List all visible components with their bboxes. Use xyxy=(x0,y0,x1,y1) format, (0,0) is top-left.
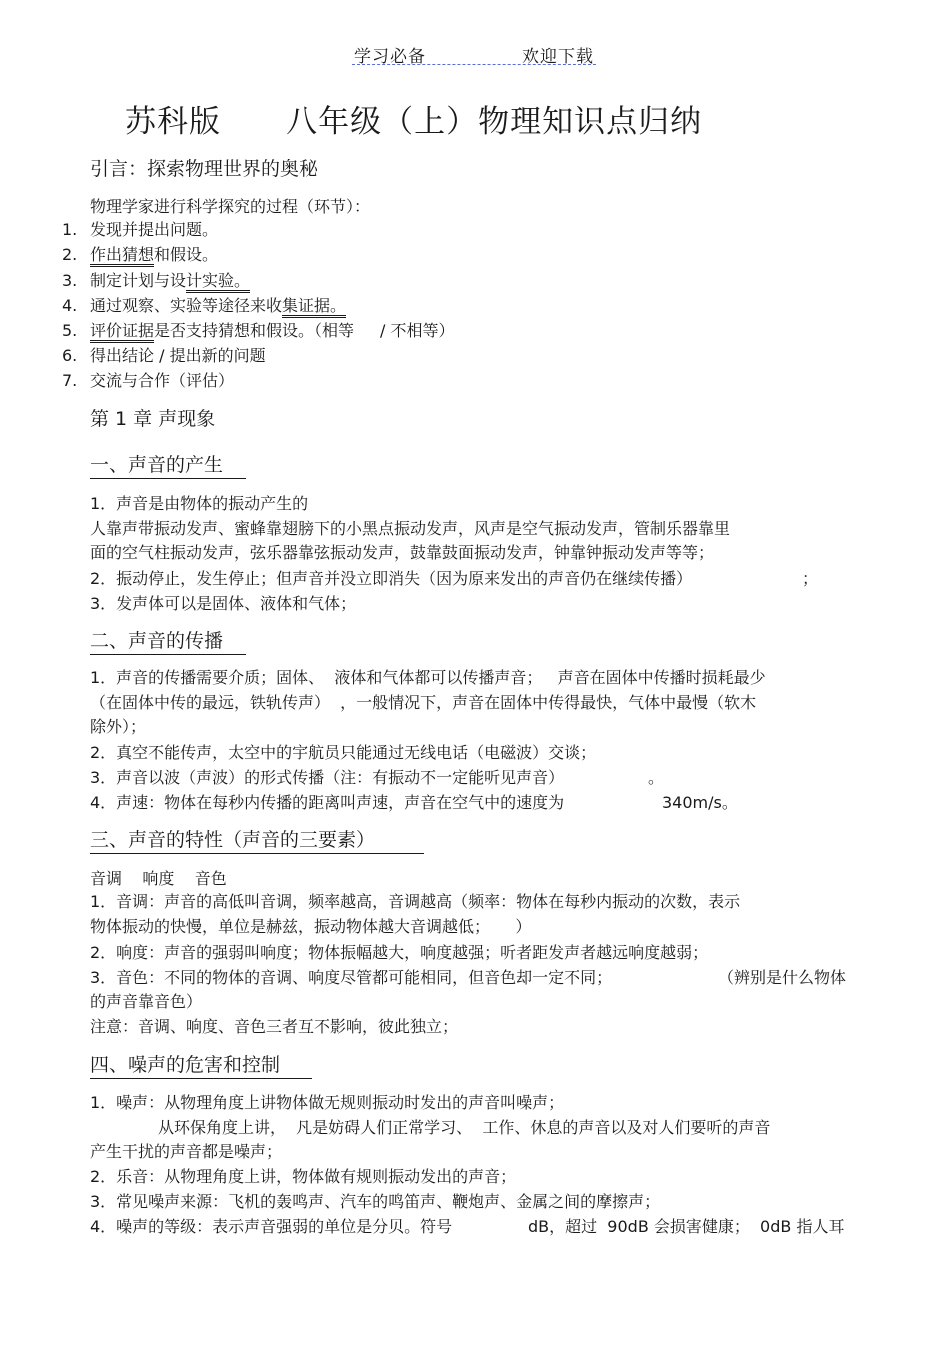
step-text: 交流与合作（评估） xyxy=(90,371,235,390)
section-line: 2．乐音：从物理角度上讲，物体做有规则振动发出的声音； xyxy=(90,1167,517,1186)
section-line: 产生干扰的声音都是噪声； xyxy=(90,1142,283,1161)
section-line: 4．声速：物体在每秒内传播的距离叫声速，声音在空气中的速度为 xyxy=(90,793,565,812)
step-text: 制定计划与设计实验。 xyxy=(90,270,250,292)
step-text: 发现并提出问题。 xyxy=(90,220,219,239)
section-line: 2．响度：声音的强弱叫响度；物体振幅越大，响度越强；听者距发声者越远响度越弱； xyxy=(90,943,709,962)
step-number: 7. xyxy=(62,371,78,390)
step-number: 5. xyxy=(62,321,78,340)
section-line: 音调 响度 音色 xyxy=(90,869,227,888)
section-line: 2．真空不能传声，太空中的宇航员只能通过无线电话（电磁波）交谈； xyxy=(90,743,597,762)
section-line: 4．噪声的等级：表示声音强弱的单位是分贝。符号 xyxy=(90,1217,453,1236)
section-line: （在固体中传的最远，铁轨传声） ，一般情况下，声音在固体中传得最快，气体中最慢（软木 xyxy=(90,693,757,712)
section-heading: 四、噪声的危害和控制 xyxy=(90,1052,312,1079)
section-line: 1．声音的传播需要介质；固体、 液体和气体都可以传播声音； 声音在固体中传播时损耗最少 xyxy=(90,668,766,687)
section-line: 1．噪声：从物理角度上讲物体做无规则振动时发出的声音叫噪声； xyxy=(90,1093,565,1112)
step-text: 评价证据是否支持猜想和假设。（相等 / 不相等） xyxy=(90,320,455,342)
step-number: 3. xyxy=(62,271,78,290)
step-text: 作出猜想和假设。 xyxy=(90,244,218,266)
section-heading: 一、声音的产生 xyxy=(90,452,246,479)
section-line: 从环保角度上讲， 凡是妨碍人们正常学习、 工作、休息的声音以及对人们要听的声音 xyxy=(158,1118,771,1137)
section-heading: 三、声音的特性（声音的三要素） xyxy=(90,827,424,854)
section-line: 3．音色：不同的物体的音调、响度尽管都可能相同，但音色却一定不同； xyxy=(90,968,613,987)
section-heading: 二、声音的传播 xyxy=(90,628,246,655)
step-text: 得出结论 / 提出新的问题 xyxy=(90,346,266,365)
section-line: 1．音调：声音的高低叫音调，频率越高，音调越高（频率：物体在每秒内振动的次数，表示 xyxy=(90,892,741,911)
section-line: 人靠声带振动发声、蜜蜂靠翅膀下的小黑点振动发声，风声是空气振动发声，管制乐器靠里 xyxy=(90,519,731,538)
section-line: 物体振动的快慢，单位是赫兹，振动物体越大音调越低； ） xyxy=(90,917,532,936)
section-line: 1．声音是由物体的振动产生的 xyxy=(90,494,309,513)
section-line: dB，超过 90dB 会损害健康； 0dB 指人耳 xyxy=(528,1217,845,1236)
step-number: 6. xyxy=(62,346,78,365)
section-line: 。 xyxy=(648,768,665,787)
step-number: 1. xyxy=(62,220,78,239)
section-line: 2．振动停止，发生停止；但声音并没立即消失（因为原来发出的声音仍在继续传播） xyxy=(90,569,693,588)
intro-heading: 引言：探索物理世界的奥秘 xyxy=(90,158,319,180)
section-line: 面的空气柱振动发声，弦乐器靠弦振动发声，鼓靠鼓面振动发声，钟靠钟振动发声等等； xyxy=(90,543,715,562)
section-line: 3．声音以波（声波）的形式传播（注：有振动不一定能听见声音） xyxy=(90,768,565,787)
process-intro: 物理学家进行科学探究的过程（环节）： xyxy=(90,197,371,216)
step-number: 4. xyxy=(62,296,78,315)
section-line: 3．常见噪声来源：飞机的轰鸣声、汽车的鸣笛声、鞭炮声、金属之间的摩擦声； xyxy=(90,1192,661,1211)
header-right: 欢迎下载 xyxy=(522,47,594,67)
step-number: 2. xyxy=(62,245,78,264)
section-line: 注意：音调、响度、音色三者互不影响，彼此独立； xyxy=(90,1017,459,1036)
section-line: 3．发声体可以是固体、液体和气体； xyxy=(90,594,357,613)
step-text: 通过观察、实验等途径来收集证据。 xyxy=(90,295,346,317)
header-left: 学习必备 xyxy=(354,47,426,67)
section-line: ； xyxy=(802,569,819,588)
page-title: 苏科版 八年级（上）物理知识点归纳 xyxy=(125,104,703,140)
section-line: 除外）； xyxy=(90,717,147,736)
section-line: 340m/s。 xyxy=(662,793,738,812)
chapter-heading: 第 1 章 声现象 xyxy=(90,408,216,430)
section-line: 的声音靠音色） xyxy=(90,992,203,1011)
section-line: （辨别是什么物体 xyxy=(718,968,847,987)
header-divider xyxy=(352,64,596,65)
